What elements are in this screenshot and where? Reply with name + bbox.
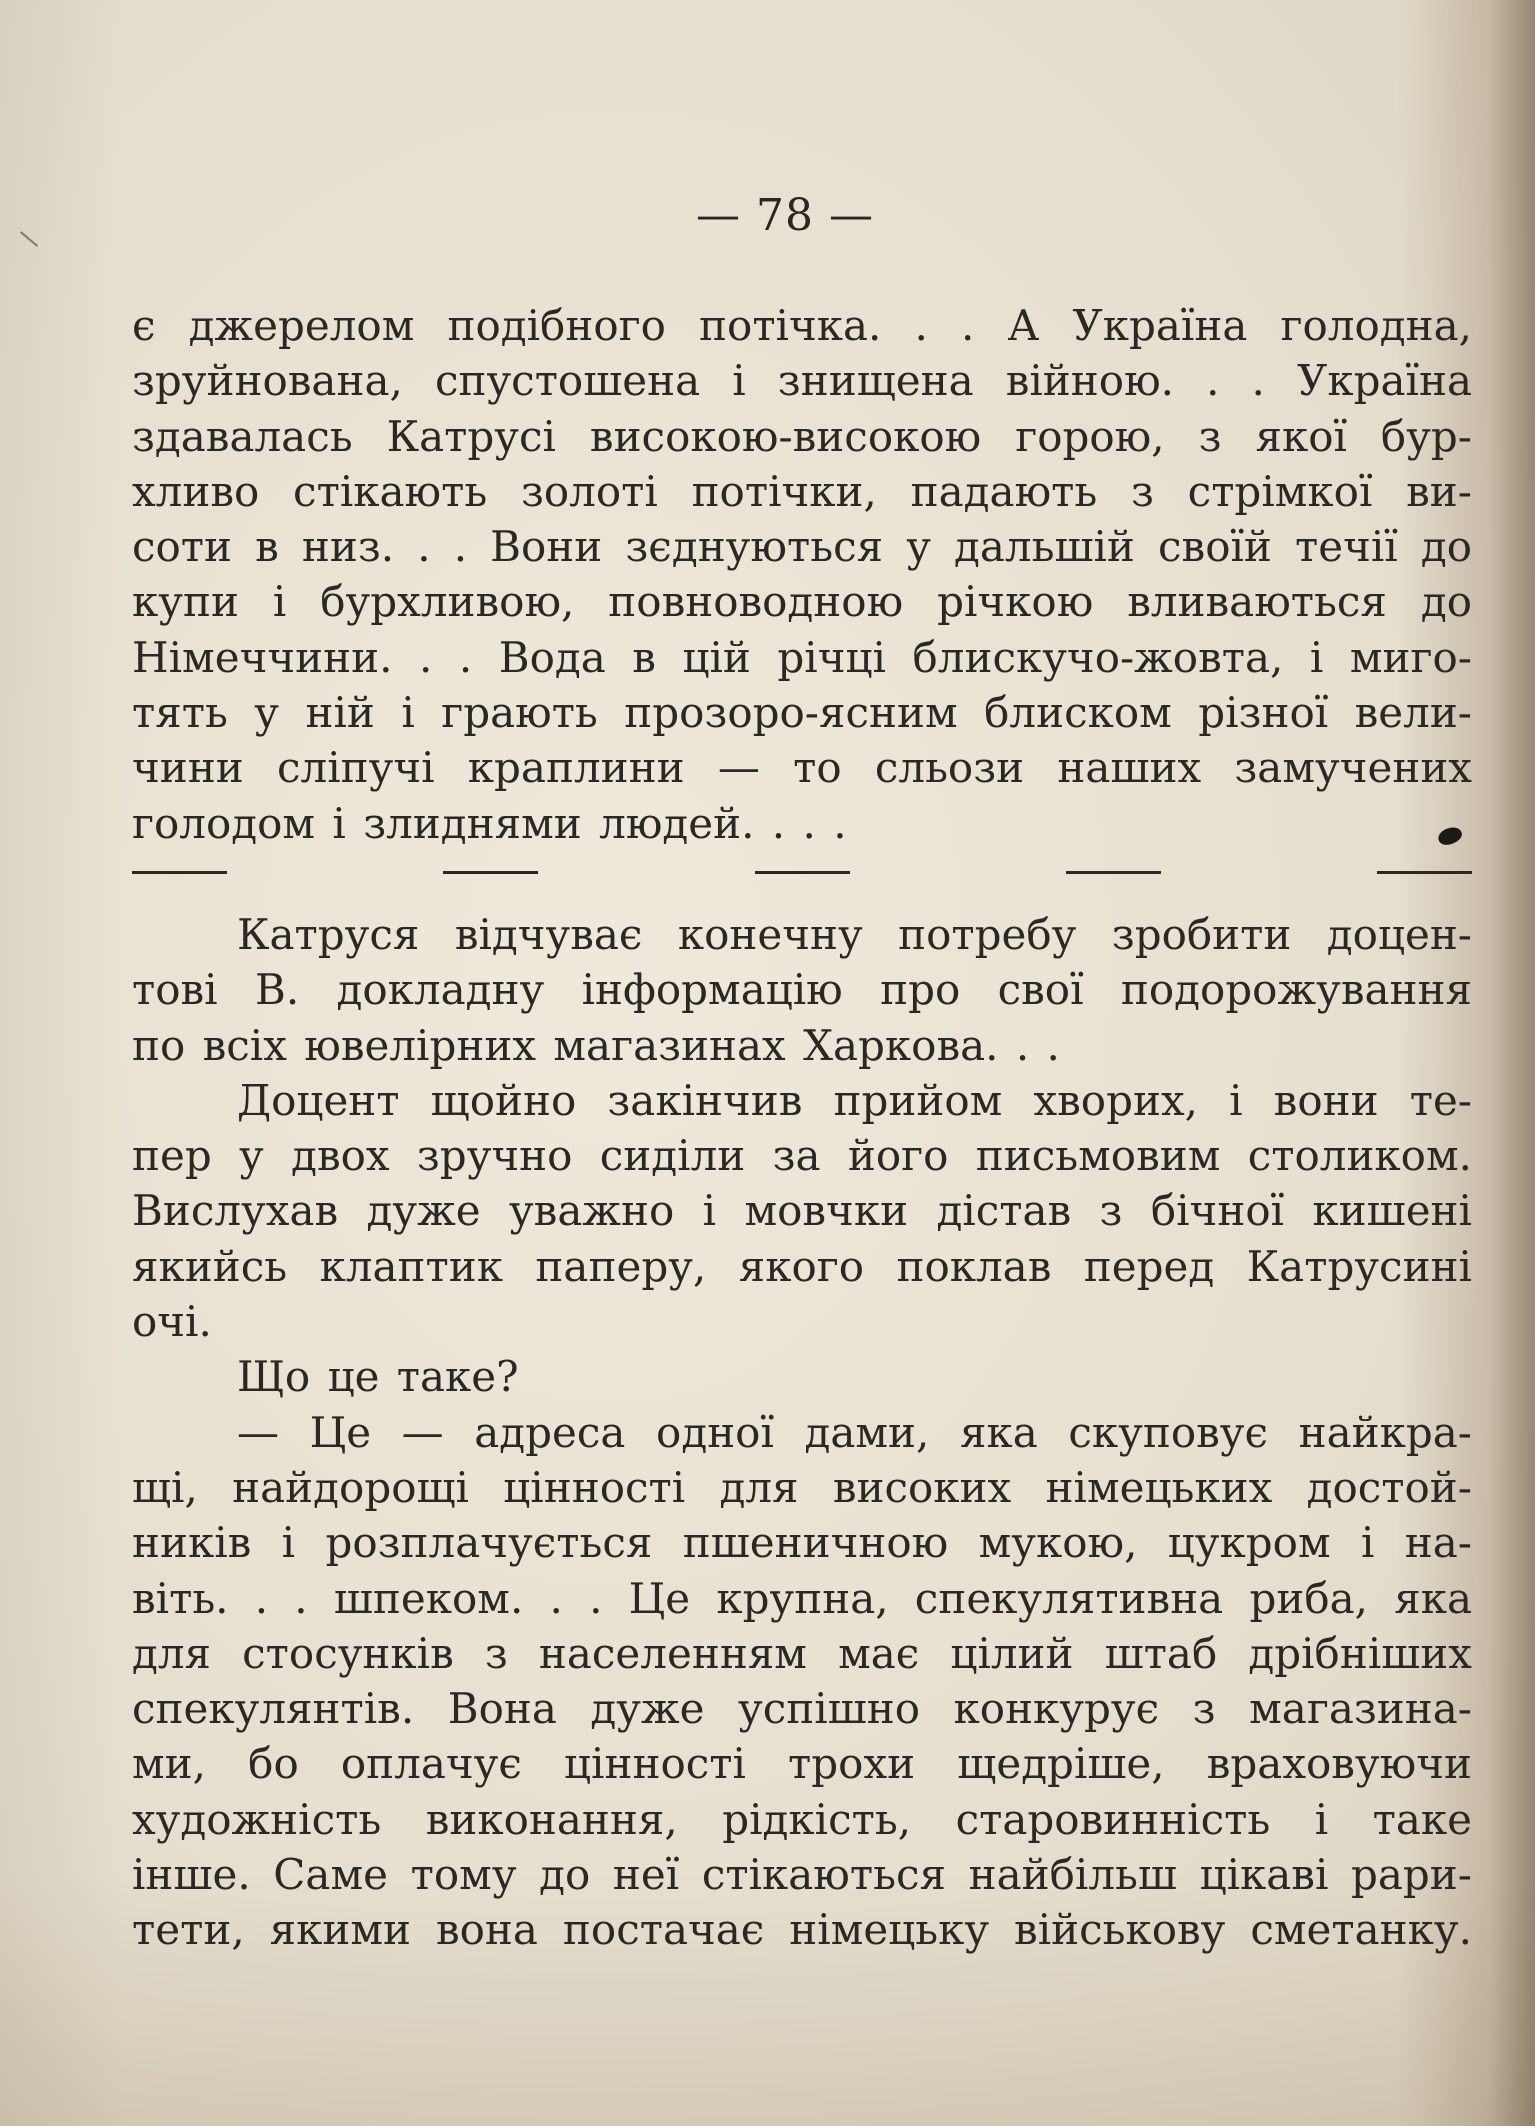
text-line: Що це таке? xyxy=(237,1352,519,1402)
page-number: — 78 — xyxy=(696,190,874,241)
text-line: купи і бурхливою, повноводною річкою вливаються до xyxy=(132,577,1472,627)
separator-dash xyxy=(132,871,227,874)
separator-dash xyxy=(1377,871,1472,874)
separator-dash xyxy=(1066,871,1161,874)
separator-dash xyxy=(443,871,538,874)
text-line: по всіх ювелірних магазинах Харкова. . . xyxy=(132,1020,1060,1070)
text-line: художність виконання, рідкість, старовинність і таке xyxy=(132,1794,1472,1844)
text-line: — Це — адреса одної дами, яка скуповує найкра- xyxy=(237,1407,1472,1457)
text-line: є джерелом подібного потічка. . . А Україна голодна, xyxy=(132,301,1472,350)
section-separator xyxy=(132,853,1472,893)
text-line: хливо стікають золоті потічки, падають з стрімкої ви- xyxy=(132,466,1472,516)
text-line: тять у ній і грають прозоро-ясним блиском різної вели- xyxy=(132,688,1472,738)
text-line: Доцент щойно закінчив прийом хворих, і вони те- xyxy=(237,1075,1472,1125)
text-line: голодом і злиднями людей. . . . xyxy=(132,798,847,848)
page-text xyxy=(132,298,1472,1958)
text-line: Німеччини. . . Вода в цій річці блискучо-жовта, і миго- xyxy=(132,632,1472,682)
text-line: чини сліпучі краплини — то сльози наших замучених xyxy=(132,743,1472,793)
text-line: спекулянтів. Вона дуже успішно конкурує з магазина- xyxy=(132,1684,1472,1734)
text-line: тові В. докладну інформацію про свої подорожування xyxy=(132,965,1472,1015)
text-line: щі, найдорощі цінності для високих німецьких достой- xyxy=(132,1462,1472,1512)
text-line: зруйнована, спустошена і знищена війною. . . Україна xyxy=(132,356,1472,406)
text-line: тети, якими вона постачає німецьку військову сметанку. xyxy=(132,1905,1472,1955)
text-line: для стосунків з населенням має цілий штаб дрібніших xyxy=(132,1628,1472,1678)
text-line: соти в низ. . . Вони зєднуються у дальшій своїй течії до xyxy=(132,522,1472,572)
text-line: пер у двох зручно сиділи за його письмовим столиком. xyxy=(132,1131,1472,1181)
text-line: здавалась Катрусі високою-високою горою, з якої бур- xyxy=(132,411,1472,461)
text-line: якийсь клаптик паперу, якого поклав перед Катрусині xyxy=(132,1241,1472,1291)
text-line: ми, бо оплачує цінності трохи щедріше, враховуючи xyxy=(132,1739,1472,1789)
separator-dash xyxy=(755,871,850,874)
text-line: Катруся відчуває конечну потребу зробити доцен- xyxy=(237,909,1472,959)
text-line: інше. Саме тому до неї стікаються найбільш цікаві рари- xyxy=(132,1850,1472,1900)
text-line: віть. . . шпеком. . . Це крупна, спекулятивна риба, яка xyxy=(132,1573,1472,1623)
text-line: ників і розплачується пшеничною мукою, цукром і на- xyxy=(132,1518,1472,1568)
text-line: очі. xyxy=(132,1297,212,1347)
text-line: Вислухав дуже уважно і мовчки дістав з бічної кишені xyxy=(132,1186,1472,1236)
